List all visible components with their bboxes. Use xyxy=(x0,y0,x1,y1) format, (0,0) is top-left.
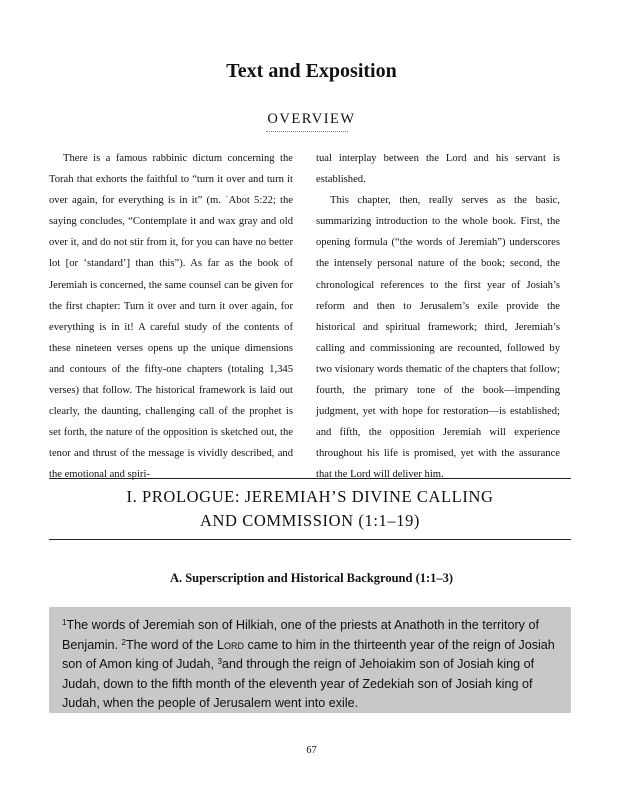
overview-dotted-divider xyxy=(266,131,348,132)
verse-2-text-b: came to him in the thirteenth year of the reign of Josiah son of Amon king of Judah, xyxy=(62,637,555,672)
overview-heading: OVERVIEW xyxy=(267,111,356,127)
verse-2-text-a: The word of the xyxy=(125,637,217,652)
left-column xyxy=(49,148,293,486)
page-number: 67 xyxy=(306,745,317,756)
intro-paragraph-continuation: tual interplay between the Lord and his servant is established. xyxy=(316,153,560,186)
section-heading xyxy=(49,485,571,533)
section-top-rule xyxy=(49,478,571,479)
verse-number-2: 2 xyxy=(121,637,126,647)
verse-3-text: and through the reign of Jehoiakim son of Josiah king of Judah, down to the fifth month of the eleventh year of Zedekiah son of Josiah king of Judah, when the people of Jerusalem went into exile. xyxy=(62,657,535,711)
section-bottom-rule xyxy=(49,539,571,540)
verse-1-text: The words of Jeremiah son of Hilkiah, one of the priests at Anathoth in the territory of Benjamin. xyxy=(62,618,539,652)
sub-heading: A. Superscription and Historical Background (1:1–3) xyxy=(169,571,454,585)
verse-number-1: 1 xyxy=(62,618,67,627)
section-heading-line1: I. PROLOGUE: JEREMIAH’S DIVINE CALLING xyxy=(126,487,494,506)
summary-paragraph: This chapter, then, really serves as the basic, summarizing introduction to the whole book. First, the opening formula (“the words of Jeremiah”) underscores the intensely personal nature of the book; second, the chronological references to the first year of Josiah’s reform and then to Jerusalem’s exile provide the historical and spiritual framework; third, Jeremiah’s calling and commissioning are recounted, followed by two visionary words thematic of the chapters that follow; fourth, the primary tone of the book—impending judgment, yet with hope for restoration—is established; and fifth, the opposition Jeremiah will experience throughout his life is promised, yet with the assurance that the Lord will deliver him. xyxy=(316,195,560,481)
section-heading-line2: AND COMMISSION (1:1–19) xyxy=(199,511,421,530)
page-title: Text and Exposition xyxy=(226,60,397,82)
intro-paragraph: There is a famous rabbinic dictum concerning the Torah that exhorts the faithful to “turn it over and turn it over again, for everything is in it” (m. ʾAbot 5:22; the saying concludes, “Contemplate it and wax gray and old over it, and do not stir from it, for you can have no better lot [or ‘standard’] than this”). As far as the book of Jeremiah is concerned, the same counsel can be given for the first chapter: Turn it over and turn it over again, for everything is in it! A careful study of the contents of these nineteen verses opens up the unique dimensions and contours of the fifty-one chapters (totaling 1,345 verses) that follow. The historical framework is laid out clearly, the daunting, challenging call of the prophet is set forth, the nature of the opposition is sketched out, the tenor and thrust of the message is vividly described, and the emotional and spiri- xyxy=(49,153,293,481)
verse-number-3: 3 xyxy=(217,657,222,667)
scripture-passage xyxy=(49,607,571,713)
right-column xyxy=(316,148,560,486)
lord-small-caps: Lord xyxy=(216,637,244,652)
